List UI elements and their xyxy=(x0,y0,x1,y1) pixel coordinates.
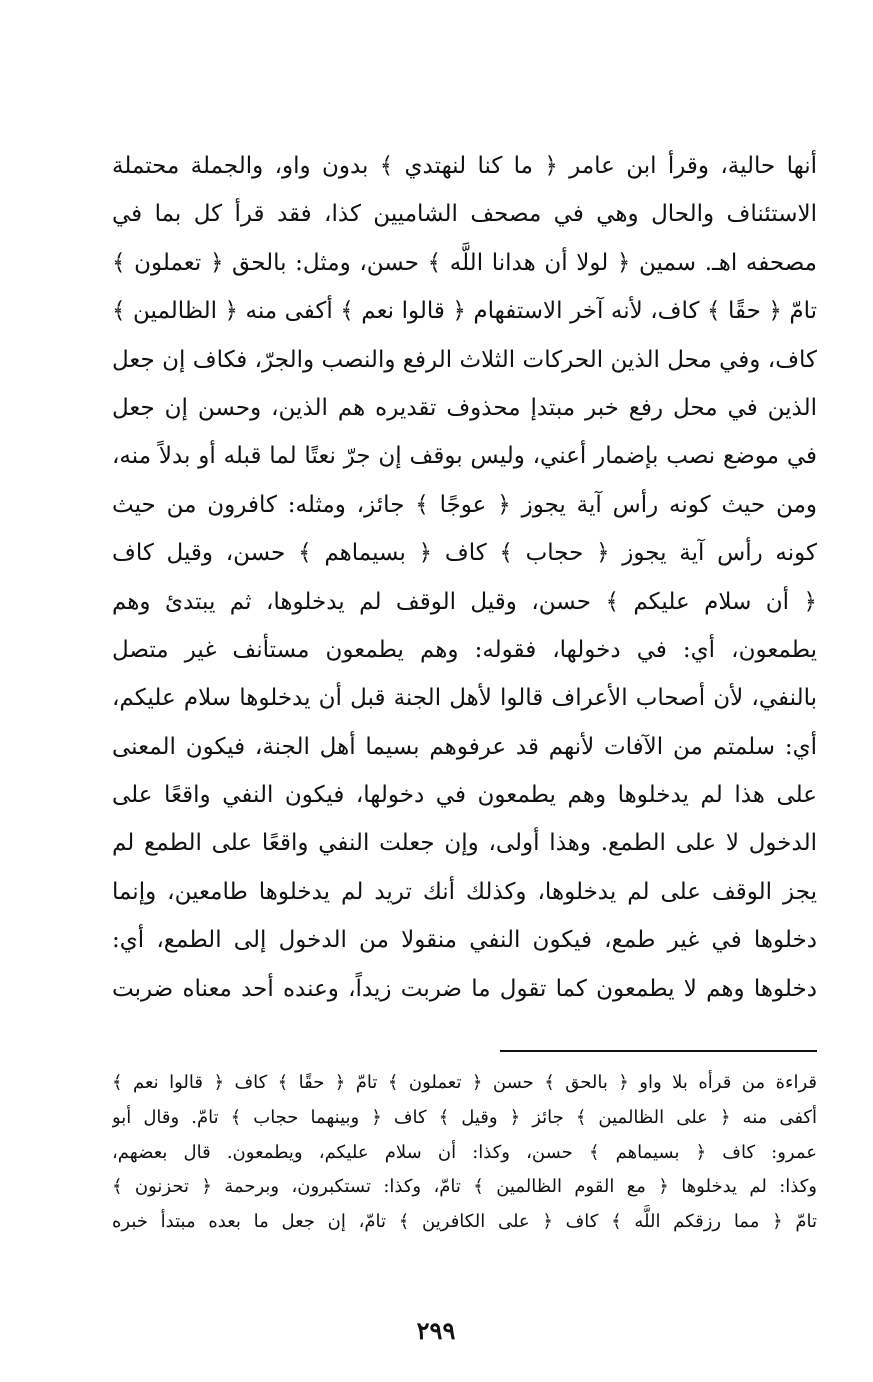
footnote-line: عمرو: كاف ﴿ بسيماهم ﴾ حسن، وكذا: أن سلام عليكم، ويطمعون. قال بعضهم، xyxy=(112,1141,817,1163)
footnote-line: وكذا: لم يدخلوها ﴿ مع القوم الظالمين ﴾ تامّ، وكذا: تستكبرون، وبرحمة ﴿ تحزنون ﴾ xyxy=(112,1176,817,1198)
main-text-line: كاف، وفي محل الذين الحركات الثلاث الرفع والنصب والجرّ، فكاف إن جعل xyxy=(112,346,817,373)
main-text-line: الاستئناف والحال وهي في مصحف الشاميين كذا، فقد قرأ كل بما في xyxy=(112,201,817,228)
main-text-line: على هذا لم يدخلوها وهم يطمعون في دخولها، فيكون النفي واقعًا على xyxy=(112,782,817,809)
page-number: ٢٩٩ xyxy=(416,1316,456,1345)
footnote-divider xyxy=(500,1050,817,1052)
main-text-line: تامّ ﴿ حقًا ﴾ كاف، لأنه آخر الاستفهام ﴿ قالوا نعم ﴾ أكفى منه ﴿ الظالمين ﴾ xyxy=(112,298,817,325)
main-text-line: دخلوها في غير طمع، فيكون النفي منقولا من الدخول إلى الطمع، أي: xyxy=(112,927,817,954)
main-text-line: الدخول لا على الطمع. وهذا أولى، وإن جعلت النفي واقعًا على الطمع لم xyxy=(112,830,817,857)
main-text-line: أي: سلمتم من الآفات لأنهم قد عرفوهم بسيما أهل الجنة، فيكون المعنى xyxy=(112,733,817,760)
main-text-line: كونه رأس آية يجوز ﴿ حجاب ﴾ كاف ﴿ بسيماهم ﴾ حسن، وقيل كاف xyxy=(112,540,817,567)
main-text-line: يجز الوقف على لم يدخلوها، وكذلك أنك تريد لم يدخلوها طامعين، وإنما xyxy=(112,878,817,905)
main-text-block xyxy=(112,142,817,1013)
footnotes-block xyxy=(112,1066,817,1240)
main-text-line: في موضع نصب بإضمار أعني، وليس بوقف إن جرّ نعتًا لما قبله أو بدلاً منه، xyxy=(112,443,817,470)
footnote-line: أكفى منه ﴿ على الظالمين ﴾ جائز ﴿ وقيل ﴾ كاف ﴿ وبينهما حجاب ﴾ تامّ. وقال أبو xyxy=(112,1106,817,1128)
main-text-line: مصحفه اهـ. سمين ﴿ لولا أن هدانا اللَّه ﴾ حسن، ومثل: بالحق ﴿ تعملون ﴾ xyxy=(112,249,817,276)
main-text-line: أنها حالية، وقرأ ابن عامر ﴿ ما كنا لنهتدي ﴾ بدون واو، والجملة محتملة xyxy=(112,153,817,179)
main-text-line: يطمعون، أي: في دخولها، فقوله: وهم يطمعون مستأنف غير متصل xyxy=(112,636,817,663)
main-text-line: الذين في محل رفع خبر مبتدإ محذوف تقديره هم الذين، وحسن إن جعل xyxy=(112,394,817,421)
main-text-line: بالنفي، لأن أصحاب الأعراف قالوا لأهل الجنة قبل أن يدخلوها سلام عليكم، xyxy=(112,685,817,712)
main-text-line: دخلوها وهم لا يطمعون كما تقول ما ضربت زيداً، وعنده أحد معناه ضربت xyxy=(112,975,817,1002)
main-text-line: ومن حيث كونه رأس آية يجوز ﴿ عوجًا ﴾ جائز، ومثله: كافرون من حيث xyxy=(112,491,817,518)
footnote-line: تامّ ﴿ مما رزقكم اللَّه ﴾ كاف ﴿ على الكافرين ﴾ تامّ، إن جعل ما بعده مبتدأ خبره xyxy=(112,1211,817,1233)
footnote-line: قراءة من قرأه بلا واو ﴿ بالحق ﴾ حسن ﴿ تعملون ﴾ تامّ ﴿ حقًا ﴾ كاف ﴿ قالوا نعم ﴾ xyxy=(112,1072,817,1093)
main-text-line: ﴿ أن سلام عليكم ﴾ حسن، وقيل الوقف لم يدخلوها، ثم يبتدئ وهم xyxy=(112,588,817,615)
